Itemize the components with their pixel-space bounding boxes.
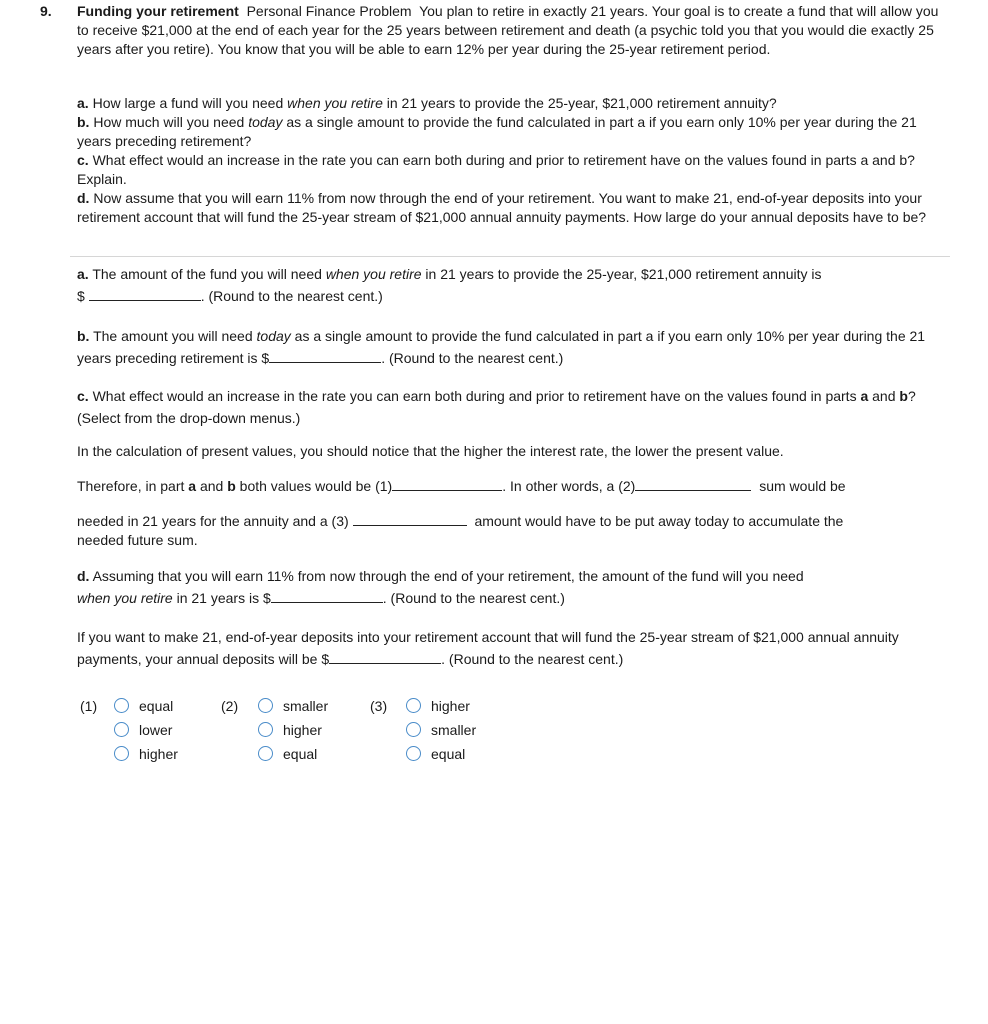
answer-deposits-round-note: . (Round to the nearest cent.) [441,651,624,667]
answer-a-input[interactable] [89,285,201,301]
part-d [77,189,937,227]
answer-d-post: in 21 years is $ [176,590,271,606]
answer-a-em: when you retire [325,266,422,282]
radio-icon[interactable] [114,722,129,737]
dropdown-1[interactable] [392,477,502,491]
answer-d-input[interactable] [271,587,383,603]
radio-icon[interactable] [258,722,273,737]
answer-c-question-text: What effect would an increase in the rate you can earn both during and prior to retirement have on the values found in parts [92,388,857,404]
option-label: equal [139,698,174,714]
problem-statement [40,2,940,59]
option-label: lower [139,722,173,738]
dropdown-1-label: (1) [375,478,393,494]
line3-post: amount would have to be put away today to accumulate the [474,513,844,529]
answer-c-line1: In the calculation of present values, you should notice that the higher the interest rate, the lower the present value. [77,443,784,459]
question-parts [77,94,937,227]
choice-2-option-higher[interactable] [258,718,322,742]
answer-deposits-input[interactable] [329,648,441,664]
choice-2-option-equal[interactable] [258,742,317,766]
answer-deposits [77,626,947,670]
answer-c-line2 [77,475,947,497]
choice-group-2-label: (2) [221,698,239,714]
dropdown-2-label: (2) [618,478,636,494]
part-a [77,94,937,113]
answer-a-pre: The amount of the fund you will need [92,266,322,282]
radio-icon[interactable] [406,722,421,737]
choice-1-option-higher[interactable] [114,742,178,766]
radio-icon[interactable] [406,746,421,761]
option-label: higher [139,746,178,762]
part-b [77,113,937,151]
answer-c-question [77,385,947,429]
answer-b-post: as a single amount to provide the fund calculated in part a if you earn only 10% per year during the 21 years preceding retirement is $ [77,328,926,366]
problem-subtitle: Personal Finance Problem [246,3,412,19]
option-label: smaller [283,698,329,714]
section-divider [70,256,950,257]
radio-icon[interactable] [114,698,129,713]
answer-d [77,565,947,609]
option-label: equal [283,746,318,762]
problem-text: You plan to retire in exactly 21 years. Your goal is to create a fund that will allow you to receive $21,000 at the end of each year for the 25 years between retirement and death (a psychic told you that you would die exactly 25 years after you retire). You know that you will be able to earn 12% per year during the 25-year retirement period. [77,3,939,57]
part-a-pre: How large a fund will you need [92,95,284,111]
choice-3-option-higher[interactable] [406,694,470,718]
choice-group-3-label: (3) [370,698,388,714]
problem-title: Funding your retirement [77,3,239,19]
part-a-post: in 21 years to provide the 25-year, $21,000 retirement annuity? [386,95,777,111]
part-b-post: as a single amount to provide the fund calculated in part a if you earn only 10% per year during the 21 years preceding retirement? [77,114,917,149]
answer-a-round-note: . (Round to the nearest cent.) [200,288,383,304]
part-a-em: when you retire [287,95,383,111]
choice-3-option-equal[interactable] [406,742,465,766]
choice-2-option-smaller[interactable] [258,694,328,718]
answer-c-q-a: a [860,388,869,404]
part-c-text: What effect would an increase in the rate you can earn both during and prior to retirement have on the values found in parts a and b? Explain. [77,152,915,187]
answer-c-letter: c. [77,388,89,404]
answer-d-letter: d. [77,568,90,584]
radio-icon[interactable] [258,698,273,713]
answer-a [77,263,947,307]
line2-b: b [227,478,236,494]
line3-pre: needed in 21 years for the annuity and a [77,513,328,529]
line2-pre: Therefore, in part [77,478,185,494]
line2-and: and [199,478,224,494]
option-label: higher [431,698,470,714]
answer-c-q-post: ? (Select from the drop-down menus.) [77,388,916,426]
radio-icon[interactable] [258,746,273,761]
radio-icon[interactable] [406,698,421,713]
answer-d-em: when you retire [77,590,173,606]
answer-b-round-note: . (Round to the nearest cent.) [381,350,564,366]
answer-a-dollar: $ [77,288,85,304]
part-b-pre: How much will you need [93,114,245,130]
choice-3-option-smaller[interactable] [406,718,476,742]
choice-1-option-equal[interactable] [114,694,173,718]
answer-d-round-note: . (Round to the nearest cent.) [382,590,565,606]
part-c-letter: c. [77,152,89,168]
answer-b-em: today [256,328,291,344]
answer-c-q-b: b [899,388,908,404]
option-label: smaller [431,722,477,738]
option-label: higher [283,722,322,738]
dropdown-2[interactable] [635,477,751,491]
problem-number: 9. [40,3,52,19]
line2-sum: sum would be [759,478,846,494]
choice-1-option-lower[interactable] [114,718,172,742]
answer-c-q-and: and [872,388,896,404]
answer-b-input[interactable] [269,347,381,363]
part-d-letter: d. [77,190,90,206]
part-b-letter: b. [77,114,90,130]
problem-intro [77,2,940,59]
dropdown-3[interactable] [353,512,467,526]
answer-a-post: in 21 years to provide the 25-year, $21,000 retirement annuity is [425,266,822,282]
answer-b-letter: b. [77,328,90,344]
part-b-em: today [248,114,283,130]
dropdown-3-label: (3) [331,513,349,529]
option-label: equal [431,746,466,762]
line2-other: . In other words, a [502,478,615,494]
answer-a-letter: a. [77,266,89,282]
part-a-letter: a. [77,95,89,111]
radio-icon[interactable] [114,746,129,761]
answer-deposits-text: If you want to make 21, end-of-year deposits into your retirement account that will fund the 25-year stream of $21,000 annual annuity payments, your annual deposits will be $ [77,629,899,667]
part-d-text: Now assume that you will earn 11% from now through the end of your retirement. You want to make 21, end-of-year deposits into your retirement account that will fund the 25-year stream of $21,000 annual annuity payments. How large do your annual deposits have to be? [77,190,927,225]
line2-mid: both values would be [239,478,372,494]
answer-d-pre: Assuming that you will earn 11% from now through the end of your retirement, the amount of the fund will you need [92,568,804,584]
answer-b-pre: The amount you will need [93,328,253,344]
answer-b [77,325,947,369]
answer-c-line4: needed future sum. [77,532,198,548]
choice-group-1-label: (1) [80,698,98,714]
part-c [77,151,937,189]
line2-a: a [188,478,197,494]
